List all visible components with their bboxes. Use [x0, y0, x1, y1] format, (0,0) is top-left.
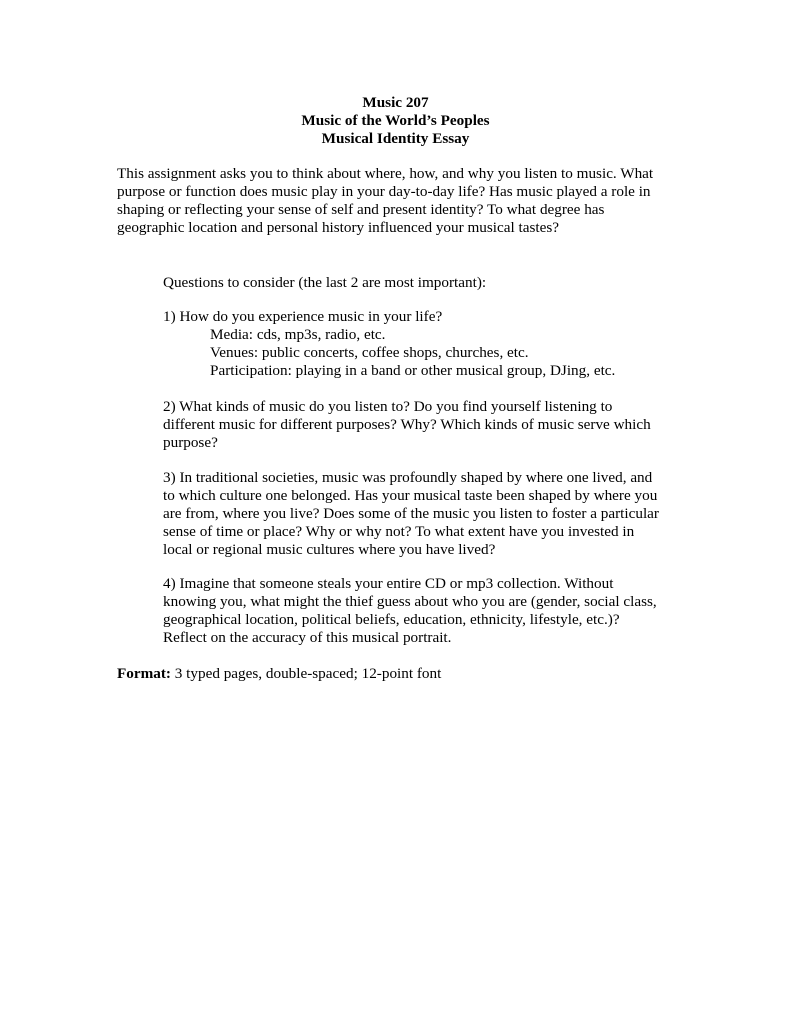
question-4-line: geographical location, political beliefs, education, ethnicity, lifestyle, etc.)? — [163, 611, 620, 628]
question-4-line: 4) Imagine that someone steals your entire CD or mp3 collection. Without — [163, 575, 614, 592]
question-1-item-media: Media: cds, mp3s, radio, etc. — [210, 326, 386, 343]
question-1-text: 1) How do you experience music in your life? — [163, 308, 443, 325]
question-4-line: knowing you, what might the thief guess about who you are (gender, social class, — [163, 593, 657, 610]
question-3-line: sense of time or place? Why or why not? To what extent have you invested in — [163, 523, 635, 540]
questions-lead — [163, 274, 683, 292]
question-2 — [163, 398, 683, 452]
question-2-line: 2) What kinds of music do you listen to? Do you find yourself listening to — [163, 398, 613, 415]
assignment-title: Musical Identity Essay — [321, 130, 470, 147]
questions-lead-text: Questions to consider (the last 2 are most important): — [163, 274, 487, 291]
intro-paragraph — [117, 165, 677, 237]
question-3-line: to which culture one belonged. Has your musical taste been shaped by where you — [163, 487, 658, 504]
question-3 — [163, 469, 683, 559]
course-title: Music of the World’s Peoples — [301, 112, 490, 129]
question-2-line: purpose? — [163, 434, 218, 451]
format-line — [117, 665, 677, 683]
intro-line: geographic location and personal history influenced your musical tastes? — [117, 219, 559, 236]
intro-line: shaping or reflecting your sense of self and present identity? To what degree has — [117, 201, 605, 218]
title-block — [0, 94, 791, 148]
question-3-line: are from, where you live? Does some of the music you listen to foster a particular — [163, 505, 659, 522]
format-value: 3 typed pages, double-spaced; 12-point font — [170, 665, 442, 682]
question-3-line: local or regional music cultures where you have lived? — [163, 541, 496, 558]
course-number: Music 207 — [362, 94, 429, 111]
question-2-line: different music for different purposes? Why? Which kinds of music serve which — [163, 416, 651, 433]
question-4-line: Reflect on the accuracy of this musical portrait. — [163, 629, 452, 646]
question-1-item-participation: Participation: playing in a band or other musical group, DJing, etc. — [210, 362, 616, 379]
intro-line: purpose or function does music play in your day-to-day life? Has music played a role in — [117, 183, 651, 200]
intro-line: This assignment asks you to think about where, how, and why you listen to music. What — [117, 165, 654, 182]
format-label: Format: — [117, 665, 171, 682]
question-1-item-venues: Venues: public concerts, coffee shops, churches, etc. — [210, 344, 529, 361]
question-3-line: 3) In traditional societies, music was profoundly shaped by where one lived, and — [163, 469, 653, 486]
question-4 — [163, 575, 683, 647]
question-1 — [163, 308, 683, 380]
